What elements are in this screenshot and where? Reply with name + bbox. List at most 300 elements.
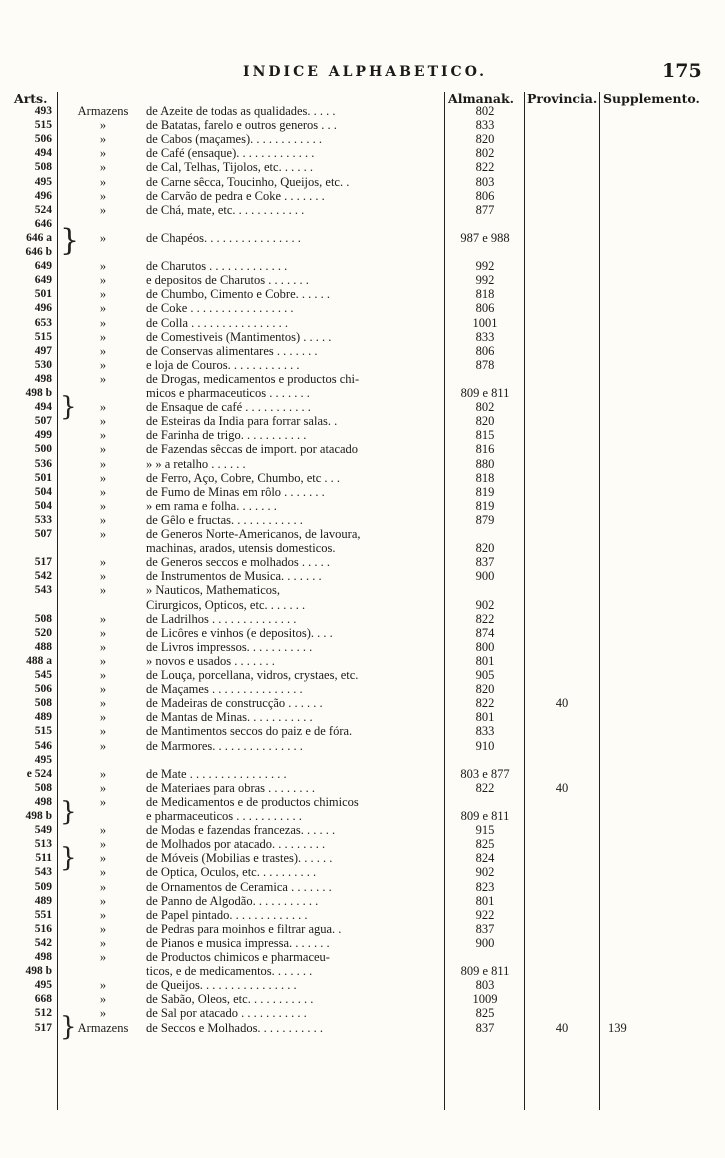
art-number: 649 bbox=[34, 274, 52, 287]
table-row bbox=[0, 739, 725, 753]
almanak-page: 1009 bbox=[472, 992, 498, 1007]
qualifier: » bbox=[99, 287, 107, 302]
description: de Instrumentos de Musica. . . . . . . bbox=[146, 569, 322, 584]
art-number: 536 bbox=[34, 457, 52, 470]
description: machinas, arados, utensis domesticos. bbox=[146, 541, 336, 556]
table-row bbox=[0, 823, 725, 837]
description: de Pianos e musica impressa. . . . . . . bbox=[146, 935, 330, 950]
qualifier: » bbox=[99, 907, 107, 922]
qualifier: » bbox=[99, 259, 107, 274]
table-row bbox=[0, 781, 725, 795]
art-number: 524 bbox=[34, 203, 52, 216]
description: de Cal, Telhas, Tijolos, etc. . . . . . bbox=[146, 160, 313, 175]
qualifier: » bbox=[99, 653, 107, 668]
art-number: 495 bbox=[34, 979, 52, 992]
almanak-page: 823 bbox=[475, 879, 495, 894]
description: de Mantas de Minas. . . . . . . . . . . bbox=[146, 710, 313, 725]
qualifier: » bbox=[99, 879, 107, 894]
description: de Ferro, Aço, Cobre, Chumbo, etc . . . bbox=[146, 470, 341, 485]
art-number: 543 bbox=[34, 866, 52, 879]
almanak-page: 820 bbox=[475, 414, 495, 429]
almanak-page: 806 bbox=[475, 301, 495, 316]
almanak-page: 800 bbox=[475, 639, 495, 654]
table-row bbox=[0, 1006, 725, 1020]
qualifier: » bbox=[99, 696, 107, 711]
art-number: 498 bbox=[34, 951, 52, 963]
art-number: 515 bbox=[34, 725, 52, 738]
art-number: 501 bbox=[34, 288, 52, 301]
description: e pharmaceuticos . . . . . . . . . . . bbox=[146, 809, 302, 823]
description: de Esteiras da India para forrar salas. . bbox=[146, 414, 338, 429]
brace-drogas: } bbox=[60, 392, 77, 422]
col-header-supplemento: Supplemento. bbox=[603, 91, 700, 106]
art-number: 500 bbox=[34, 443, 52, 456]
table-row bbox=[0, 118, 725, 132]
table-row bbox=[0, 132, 725, 146]
provincia-page: 40 bbox=[555, 1020, 569, 1035]
qualifier: » bbox=[99, 921, 107, 936]
table-row bbox=[0, 640, 725, 654]
brace-chapeos: } bbox=[60, 223, 80, 258]
description: de Fumo de Minas em rôlo . . . . . . . bbox=[146, 484, 325, 499]
description: micos e pharmaceuticos . . . . . . . bbox=[146, 386, 310, 400]
description: de Generos seccos e molhados . . . . . bbox=[146, 555, 330, 570]
page-title: INDICE ALPHABETICO. bbox=[243, 64, 487, 80]
art-number: 533 bbox=[34, 513, 52, 526]
art-number: 551 bbox=[34, 908, 52, 921]
almanak-page: 878 bbox=[475, 357, 495, 372]
almanak-page: 801 bbox=[475, 710, 495, 725]
table-row bbox=[0, 795, 725, 809]
art-number: 542 bbox=[34, 570, 52, 583]
table-row bbox=[0, 767, 725, 781]
description: e loja de Couros. . . . . . . . . . . . bbox=[146, 357, 300, 372]
description: de Sabão, Oleos, etc. . . . . . . . . . . bbox=[146, 992, 314, 1007]
qualifier: Armazens bbox=[77, 1020, 129, 1035]
almanak-page: 816 bbox=[475, 442, 495, 457]
qualifier: » bbox=[99, 555, 107, 570]
brace-medicamentos: } bbox=[60, 843, 77, 873]
description: de Madeiras de construcção . . . . . . bbox=[146, 696, 323, 711]
art-number: 517 bbox=[34, 556, 52, 569]
qualifier: » bbox=[99, 470, 107, 485]
description: de Marmores. . . . . . . . . . . . . . . bbox=[146, 738, 303, 753]
art-number: 496 bbox=[34, 302, 52, 315]
description: ticos, e de medicamentos. . . . . . . bbox=[146, 964, 313, 979]
description: de Licôres e vinhos (e depositos). . . . bbox=[146, 625, 333, 640]
description: de Optica, Oculos, etc. . . . . . . . . . bbox=[146, 865, 317, 880]
qualifier: » bbox=[99, 738, 107, 753]
almanak-page: 822 bbox=[475, 160, 495, 175]
table-row bbox=[0, 696, 725, 710]
almanak-page: 820 bbox=[475, 132, 495, 147]
art-number: 508 bbox=[34, 697, 52, 710]
qualifier: » bbox=[99, 1006, 107, 1021]
almanak-page: 837 bbox=[475, 1020, 495, 1035]
qualifier: » bbox=[99, 160, 107, 175]
qualifier: » bbox=[99, 682, 107, 697]
description: de Medicamentos e de productos chimicos bbox=[146, 794, 359, 809]
qualifier: » bbox=[99, 865, 107, 880]
description: Cirurgicos, Opticos, etc. . . . . . . bbox=[146, 597, 306, 612]
description: de Coke . . . . . . . . . . . . . . . . . bbox=[146, 301, 294, 316]
almanak-page: 809 e 811 bbox=[460, 964, 510, 979]
table-row bbox=[0, 809, 725, 823]
table-row bbox=[0, 654, 725, 668]
description: de Gêlo e fructas. . . . . . . . . . . . bbox=[146, 512, 303, 527]
art-number: 546 bbox=[34, 739, 52, 752]
qualifier: » bbox=[99, 837, 107, 852]
table-row bbox=[0, 978, 725, 992]
table-row bbox=[0, 541, 725, 555]
table-row bbox=[0, 626, 725, 640]
almanak-page: 825 bbox=[475, 837, 495, 852]
table-row bbox=[0, 992, 725, 1006]
art-number: 506 bbox=[34, 133, 52, 146]
description: » novos e usados . . . . . . . bbox=[146, 653, 275, 668]
description: de Conservas alimentares . . . . . . . bbox=[146, 343, 318, 358]
qualifier: » bbox=[99, 978, 107, 993]
description: de Fazendas sêccas de import. por atacado bbox=[146, 442, 359, 457]
qualifier: » bbox=[99, 992, 107, 1007]
description: de Louça, porcellana, vidros, crystaes, etc. bbox=[146, 668, 359, 682]
table-row bbox=[0, 950, 725, 964]
art-number: 494 bbox=[34, 401, 52, 414]
art-number: 512 bbox=[34, 1007, 52, 1020]
qualifier: » bbox=[99, 188, 107, 203]
table-row bbox=[0, 428, 725, 442]
art-number: 498 b bbox=[25, 965, 52, 978]
almanak-page: 815 bbox=[475, 428, 495, 443]
almanak-page: 806 bbox=[475, 188, 495, 203]
almanak-page: 802 bbox=[475, 400, 495, 415]
qualifier: » bbox=[99, 329, 107, 344]
table-row bbox=[0, 358, 725, 372]
table-row bbox=[0, 724, 725, 738]
table-row bbox=[0, 442, 725, 456]
almanak-page: 900 bbox=[475, 569, 495, 584]
description: de Modas e fazendas francezas. . . . . . bbox=[146, 823, 336, 838]
table-row bbox=[0, 668, 725, 682]
art-number: 513 bbox=[34, 838, 52, 851]
art-number: 649 bbox=[34, 260, 52, 273]
almanak-page: 1001 bbox=[472, 315, 498, 330]
table-row bbox=[0, 386, 725, 400]
almanak-page: 802 bbox=[475, 146, 495, 161]
almanak-page: 806 bbox=[475, 343, 495, 358]
description: de Sal por atacado . . . . . . . . . . . bbox=[146, 1006, 307, 1021]
table-row bbox=[0, 880, 725, 894]
art-number: 498 bbox=[34, 372, 52, 385]
almanak-page: 992 bbox=[475, 273, 495, 288]
art-number: 549 bbox=[34, 824, 52, 837]
table-row bbox=[0, 1021, 725, 1035]
almanak-page: 825 bbox=[475, 1006, 495, 1021]
description: de Generos Norte-Americanos, de lavoura, bbox=[146, 527, 361, 541]
description: de Ornamentos de Ceramica . . . . . . . bbox=[146, 879, 332, 894]
table-row bbox=[0, 499, 725, 513]
qualifier: » bbox=[99, 611, 107, 626]
art-number: 516 bbox=[34, 922, 52, 935]
almanak-page: 822 bbox=[475, 611, 495, 626]
description: de Charutos . . . . . . . . . . . . . bbox=[146, 259, 288, 274]
qualifier: » bbox=[99, 202, 107, 217]
almanak-page: 801 bbox=[475, 653, 495, 668]
almanak-page: 833 bbox=[475, 724, 495, 739]
qualifier: » bbox=[99, 357, 107, 372]
description: de Mate . . . . . . . . . . . . . . . . bbox=[146, 766, 287, 781]
qualifier: » bbox=[99, 414, 107, 429]
almanak-page: 833 bbox=[475, 329, 495, 344]
qualifier: » bbox=[99, 527, 107, 541]
table-row bbox=[0, 837, 725, 851]
table-row bbox=[0, 682, 725, 696]
qualifier: » bbox=[99, 498, 107, 513]
qualifier: » bbox=[99, 710, 107, 725]
almanak-page: 809 e 811 bbox=[460, 809, 510, 823]
description: de Papel pintado. . . . . . . . . . . . . bbox=[146, 907, 308, 922]
art-number: 646 b bbox=[25, 246, 52, 258]
qualifier: » bbox=[99, 823, 107, 838]
description: de Productos chimicos e pharmaceu- bbox=[146, 950, 330, 964]
qualifier: » bbox=[99, 442, 107, 457]
art-number: 496 bbox=[34, 189, 52, 202]
almanak-page: 820 bbox=[475, 541, 495, 556]
description: de Panno de Algodão. . . . . . . . . . . bbox=[146, 893, 319, 908]
almanak-page: 915 bbox=[475, 823, 495, 838]
art-number: 517 bbox=[34, 1021, 52, 1034]
qualifier: » bbox=[99, 851, 107, 866]
almanak-page: 824 bbox=[475, 851, 495, 866]
almanak-page: 822 bbox=[475, 696, 495, 711]
provincia-page: 40 bbox=[555, 696, 569, 711]
table-row bbox=[0, 964, 725, 978]
description: de Cabos (maçames). . . . . . . . . . . . bbox=[146, 132, 323, 147]
art-number: 494 bbox=[34, 147, 52, 160]
qualifier: » bbox=[99, 428, 107, 443]
art-number: 508 bbox=[34, 612, 52, 625]
art-number: 489 bbox=[34, 711, 52, 724]
table-row bbox=[0, 457, 725, 471]
table-row bbox=[0, 513, 725, 527]
table-row bbox=[0, 330, 725, 344]
qualifier: » bbox=[99, 794, 107, 809]
qualifier: » bbox=[99, 512, 107, 527]
table-row bbox=[0, 217, 725, 231]
almanak-page: 900 bbox=[475, 935, 495, 950]
description: de Azeite de todas as qualidades. . . . . bbox=[146, 104, 336, 118]
description: » » a retalho . . . . . . bbox=[146, 456, 246, 471]
description: de Seccos e Molhados. . . . . . . . . . . bbox=[146, 1020, 324, 1035]
description: de Livros impressos. . . . . . . . . . . bbox=[146, 639, 313, 654]
almanak-page: 803 bbox=[475, 978, 495, 993]
qualifier: » bbox=[99, 583, 107, 598]
art-number: 508 bbox=[34, 781, 52, 794]
table-row bbox=[0, 414, 725, 428]
table-row bbox=[0, 753, 725, 767]
table-row bbox=[0, 344, 725, 358]
almanak-page: 877 bbox=[475, 202, 495, 217]
description: de Materiaes para obras . . . . . . . . bbox=[146, 780, 316, 795]
art-number: 508 bbox=[34, 161, 52, 174]
art-number: 501 bbox=[34, 471, 52, 484]
description: de Chá, mate, etc. . . . . . . . . . . . bbox=[146, 202, 305, 217]
qualifier: » bbox=[99, 343, 107, 358]
qualifier: » bbox=[99, 668, 107, 682]
table-row bbox=[0, 555, 725, 569]
description: de Farinha de trigo. . . . . . . . . . . bbox=[146, 428, 307, 443]
table-row bbox=[0, 189, 725, 203]
art-number: 542 bbox=[34, 936, 52, 949]
table-row bbox=[0, 894, 725, 908]
qualifier: » bbox=[99, 950, 107, 964]
almanak-page: 905 bbox=[475, 668, 495, 682]
almanak-page: 837 bbox=[475, 555, 495, 570]
art-number: 488 bbox=[34, 640, 52, 653]
art-number: 543 bbox=[34, 584, 52, 597]
description: de Pedras para moinhos e filtrar agua. . bbox=[146, 921, 342, 936]
table-row bbox=[0, 104, 725, 118]
qualifier: » bbox=[99, 132, 107, 147]
art-number: 489 bbox=[34, 894, 52, 907]
qualifier: » bbox=[99, 400, 107, 415]
almanak-page: 803 bbox=[475, 174, 495, 189]
art-number: 507 bbox=[34, 415, 52, 428]
almanak-page: 820 bbox=[475, 682, 495, 697]
brace-productos: } bbox=[60, 1012, 77, 1042]
almanak-page: 880 bbox=[475, 456, 495, 471]
table-row bbox=[0, 259, 725, 273]
art-number: 498 b bbox=[25, 387, 52, 399]
description: de Ladrilhos . . . . . . . . . . . . . . bbox=[146, 611, 297, 626]
art-number: 509 bbox=[34, 880, 52, 893]
table-row bbox=[0, 908, 725, 922]
qualifier: » bbox=[99, 625, 107, 640]
table-row bbox=[0, 245, 725, 259]
table-row bbox=[0, 527, 725, 541]
qualifier: » bbox=[99, 315, 107, 330]
almanak-page: 874 bbox=[475, 625, 495, 640]
qualifier: » bbox=[99, 456, 107, 471]
col-header-almanak: Almanak. bbox=[448, 91, 514, 106]
table-row bbox=[0, 865, 725, 879]
almanak-page: 822 bbox=[475, 780, 495, 795]
description: de Móveis (Mobilias e trastes). . . . . . bbox=[146, 851, 333, 866]
supplemento-page: 139 bbox=[608, 1020, 627, 1035]
art-number: 498 b bbox=[25, 810, 52, 822]
table-row bbox=[0, 936, 725, 950]
art-number: 499 bbox=[34, 429, 52, 442]
almanak-page: 992 bbox=[475, 259, 495, 274]
description: de Chumbo, Cimento e Cobre. . . . . . bbox=[146, 287, 331, 302]
art-number: 488 a bbox=[26, 654, 52, 667]
table-row bbox=[0, 851, 725, 865]
art-number: 506 bbox=[34, 683, 52, 696]
table-row bbox=[0, 287, 725, 301]
qualifier: » bbox=[99, 230, 107, 245]
qualifier: » bbox=[99, 935, 107, 950]
table-row bbox=[0, 922, 725, 936]
almanak-page: 802 bbox=[475, 104, 495, 118]
table-row bbox=[0, 160, 725, 174]
art-number: 515 bbox=[34, 330, 52, 343]
qualifier: » bbox=[99, 273, 107, 288]
table-row bbox=[0, 273, 725, 287]
page-number: 175 bbox=[662, 60, 702, 82]
description: e depositos de Charutos . . . . . . . bbox=[146, 273, 309, 288]
art-number: e 524 bbox=[26, 767, 52, 780]
art-number: 653 bbox=[34, 316, 52, 329]
description: de Carne sêcca, Toucinho, Queijos, etc. . bbox=[146, 174, 350, 189]
table-row bbox=[0, 569, 725, 583]
qualifier: » bbox=[99, 118, 107, 133]
almanak-page: 803 e 877 bbox=[460, 766, 510, 781]
almanak-page: 987 e 988 bbox=[460, 230, 510, 245]
almanak-page: 837 bbox=[475, 921, 495, 936]
art-number: 520 bbox=[34, 626, 52, 639]
qualifier: » bbox=[99, 484, 107, 499]
description: de Café (ensaque). . . . . . . . . . . . . bbox=[146, 146, 315, 161]
table-row bbox=[0, 301, 725, 315]
description: » em rama e folha. . . . . . . bbox=[146, 498, 277, 513]
almanak-page: 801 bbox=[475, 893, 495, 908]
qualifier: » bbox=[99, 569, 107, 584]
description: de Batatas, farelo e outros generos . . . bbox=[146, 118, 337, 133]
description: de Ensaque de café . . . . . . . . . . . bbox=[146, 400, 311, 415]
table-row bbox=[0, 598, 725, 612]
table-row bbox=[0, 400, 725, 414]
col-header-arts: Arts. bbox=[14, 91, 48, 106]
art-number: 504 bbox=[34, 499, 52, 512]
description: de Colla . . . . . . . . . . . . . . . . bbox=[146, 315, 289, 330]
art-number: 504 bbox=[34, 485, 52, 498]
table-row bbox=[0, 471, 725, 485]
art-number: 495 bbox=[34, 175, 52, 188]
qualifier: » bbox=[99, 371, 107, 386]
table-row bbox=[0, 175, 725, 189]
table-row bbox=[0, 612, 725, 626]
description: de Comestiveis (Mantimentos) . . . . . bbox=[146, 329, 332, 344]
table-row bbox=[0, 316, 725, 330]
art-number: 668 bbox=[34, 993, 52, 1006]
qualifier: » bbox=[99, 174, 107, 189]
almanak-page: 833 bbox=[475, 118, 495, 133]
qualifier: » bbox=[99, 146, 107, 161]
almanak-page: 879 bbox=[475, 512, 495, 527]
almanak-page: 809 e 811 bbox=[460, 386, 510, 400]
almanak-page: 818 bbox=[475, 470, 495, 485]
almanak-page: 922 bbox=[475, 907, 495, 922]
description: » Nauticos, Mathematicos, bbox=[146, 583, 280, 598]
art-number: 646 a bbox=[26, 231, 52, 244]
table-row bbox=[0, 231, 725, 245]
qualifier: » bbox=[99, 639, 107, 654]
table-row bbox=[0, 485, 725, 499]
description: de Queijos. . . . . . . . . . . . . . . . bbox=[146, 978, 297, 993]
art-number: 515 bbox=[34, 119, 52, 132]
qualifier: » bbox=[99, 766, 107, 781]
table-row bbox=[0, 372, 725, 386]
description: de Drogas, medicamentos e productos chi- bbox=[146, 371, 360, 386]
description: de Molhados por atacado. . . . . . . . . bbox=[146, 837, 326, 852]
almanak-page: 902 bbox=[475, 597, 495, 612]
almanak-page: 819 bbox=[475, 484, 495, 499]
art-number: 511 bbox=[35, 852, 52, 865]
description: de Maçames . . . . . . . . . . . . . . . bbox=[146, 682, 303, 697]
brace-mate: } bbox=[60, 797, 77, 827]
qualifier: » bbox=[99, 724, 107, 739]
table-row bbox=[0, 583, 725, 597]
